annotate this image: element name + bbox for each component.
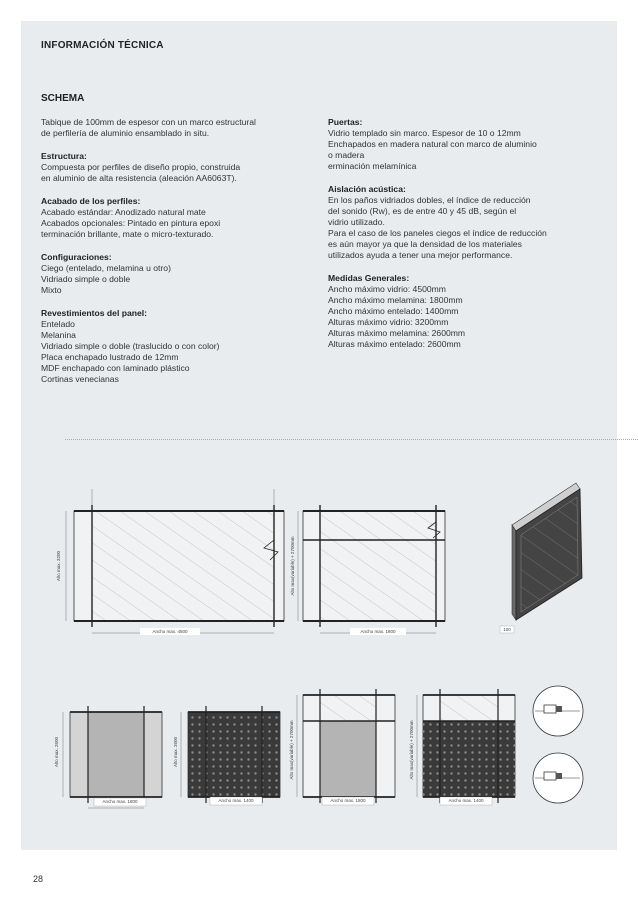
- drawing-glass-partition-transom: [290, 505, 445, 635]
- drawing-perspective-panel: [500, 483, 582, 633]
- drawing-glass-partition-large: [56, 489, 284, 635]
- estructura-line: Compuesta por perfiles de diseño propio, construida: [41, 162, 241, 172]
- aislacion-line: vidrio utilizado.: [328, 217, 385, 227]
- drawing-melamine-panel: [54, 706, 162, 808]
- aislacion-line: En los paños vidriados dobles, el índice de reducción: [328, 195, 531, 205]
- medidas-line: Ancho máximo vidrio: 4500mm: [328, 284, 446, 294]
- section-title: INFORMACIÓN TÉCNICA: [41, 40, 164, 51]
- d4-width-label: Ancho max. 1800: [102, 799, 138, 804]
- acabado-line: Acabados opcionales: Pintado en pintura epoxi: [41, 218, 221, 228]
- medidas-line: Ancho máximo melamina: 1800mm: [328, 295, 463, 305]
- estructura-line: en aluminio de alta resistencia (aleación AA6063T).: [41, 173, 237, 183]
- d5-width-label: Ancho max. 1400: [218, 798, 254, 803]
- d3-depth-label: 100: [503, 627, 511, 632]
- revestimientos-line: Placa enchapado lustrado de 12mm: [41, 352, 179, 362]
- puertas-line: o madera: [328, 150, 365, 160]
- revestimientos-heading: Revestimientos del panel:: [41, 308, 148, 318]
- revestimientos-line: Vidriado simple o doble (traslucido o con color): [41, 341, 220, 351]
- estructura-heading: Estructura:: [41, 151, 87, 161]
- medidas-heading: Medidas Generales:: [328, 273, 410, 283]
- revestimientos-line: Cortinas venecianas: [41, 374, 119, 384]
- d6-width-label: Ancho max. 1800: [330, 798, 366, 803]
- aislacion-heading: Aislación acústica:: [328, 184, 406, 194]
- d7-height-label: Alto max(variable) + 2700mm: [409, 720, 414, 780]
- d2-width-label: Ancho max. 1800: [360, 629, 396, 634]
- aislacion-line: es aún mayor ya que la densidad de los materiales: [328, 239, 522, 249]
- schema-title: SCHEMA: [41, 93, 85, 104]
- intro-line: de perfilería de aluminio ensamblado in situ.: [41, 128, 210, 138]
- d2-height-label: Alto max(variable) + 2700mm: [290, 536, 295, 596]
- puertas-line: Vidrio templado sin marco. Espesor de 10 o 12mm: [328, 128, 521, 138]
- medidas-line: Ancho máximo entelado: 1400mm: [328, 306, 459, 316]
- d1-height-label: Alto max. 3200: [56, 550, 61, 582]
- acabado-heading: Acabado de los perfiles:: [41, 196, 141, 206]
- medidas-line: Alturas máximo entelado: 2600mm: [328, 339, 461, 349]
- revestimientos-line: MDF enchapado con laminado plástico: [41, 363, 190, 373]
- drawing-mixed-glass-melamine: [289, 689, 395, 805]
- d1-width-label: Ancho max. 4500: [152, 629, 188, 634]
- acabado-line: Acabado estándar: Anodizado natural mate: [41, 207, 206, 217]
- d4-height-label: Alto max. 2600: [54, 736, 59, 768]
- drawing-fabric-panel: [173, 706, 280, 805]
- configuraciones-heading: Configuraciones:: [41, 252, 112, 262]
- profile-detail-bottom: [533, 753, 583, 803]
- puertas-heading: Puertas:: [328, 117, 363, 127]
- revestimientos-line: Entelado: [41, 319, 75, 329]
- acabado-line: terminación brillante, mate o micro-texturado.: [41, 229, 214, 239]
- medidas-line: Alturas máximo vidrio: 3200mm: [328, 317, 449, 327]
- d7-width-label: Ancho max. 1400: [448, 798, 484, 803]
- drawing-mixed-glass-fabric: [409, 689, 515, 805]
- configuraciones-line: Mixto: [41, 285, 62, 295]
- d6-height-label: Alto max(variable) + 2700mm: [289, 720, 294, 780]
- configuraciones-line: Vidriado simple o doble: [41, 274, 131, 284]
- puertas-line: Enchapados en madera natural con marco de aluminio: [328, 139, 537, 149]
- aislacion-line: del sonido (Rw), es de entre 40 y 45 dB, según el: [328, 206, 517, 216]
- aislacion-line: Para el caso de los paneles ciegos el índice de reducción: [328, 228, 547, 238]
- revestimientos-line: Melanina: [41, 330, 76, 340]
- d5-height-label: Alto max. 2600: [173, 736, 178, 768]
- medidas-line: Alturas máximo melamina: 2600mm: [328, 328, 466, 338]
- configuraciones-line: Ciego (entelado, melamina u otro): [41, 263, 171, 273]
- profile-detail-top: [533, 686, 583, 736]
- puertas-line: erminación melamínica: [328, 161, 417, 171]
- aislacion-line: utilizados ayuda a tener una mejor performance.: [328, 250, 513, 260]
- page-number: 28: [33, 874, 44, 884]
- intro-line: Tabique de 100mm de espesor con un marco estructural: [41, 117, 256, 127]
